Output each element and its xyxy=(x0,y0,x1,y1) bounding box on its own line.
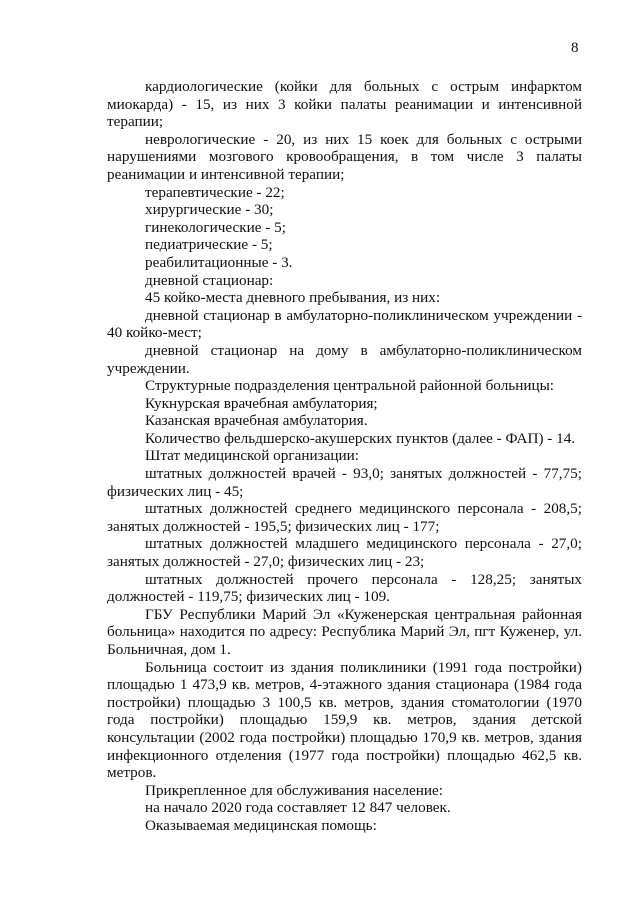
paragraph-hospital-address: ГБУ Республики Марий Эл «Куженерская центральная районная больница» находится по адресу: Республика Марий Эл, пгт Куженер, ул. Больничная, дом 1. xyxy=(107,605,582,658)
paragraph-structural-units-heading: Структурные подразделения центральной районной больницы: xyxy=(145,377,555,395)
paragraph-staff-junior: штатных должностей младшего медицинского персонала - 27,0; занятых должностей - 27,0; физических лиц - 23; xyxy=(107,535,582,571)
paragraph-day-hospital-heading: дневной стационар: xyxy=(145,271,274,289)
paragraph-cardiology-beds: кардиологические (койки для больных с острым инфарктом миокарда) - 15, из них 3 койки палаты реанимации и интенсивной терапии; xyxy=(107,78,582,131)
paragraph-kuknur-ambulatory: Кукнурская врачебная амбулатория; xyxy=(145,394,378,412)
paragraph-day-hospital-home: дневной стационар на дому в амбулаторно-поликлиническом учреждении. xyxy=(107,341,582,377)
paragraph-staff-doctors: штатных должностей врачей - 93,0; занятых должностей - 77,75; физических лиц - 45; xyxy=(107,465,582,500)
document-body xyxy=(107,78,582,835)
paragraph-surgery-beds: хирургические - 30; xyxy=(145,201,274,219)
paragraph-fap-count: Количество фельдшерско-акушерских пунктов (далее - ФАП) - 14. xyxy=(145,429,576,447)
paragraph-pediatric-beds: педиатрические - 5; xyxy=(145,236,273,254)
paragraph-medical-care-heading: Оказываемая медицинская помощь: xyxy=(145,816,377,834)
paragraph-staff-nurses: штатных должностей среднего медицинского персонала - 208,5; занятых должностей - 195,5; физических лиц - 177; xyxy=(107,500,582,535)
paragraph-kazan-ambulatory: Казанская врачебная амбулатория. xyxy=(145,412,368,430)
paragraph-population-heading: Прикрепленное для обслуживания население: xyxy=(145,781,443,799)
paragraph-day-hospital-outpatient: дневной стационар в амбулаторно-поликлиническом учреждении - 40 койко-мест; xyxy=(107,306,582,342)
paragraph-neurology-beds: неврологические - 20, из них 15 коек для больных с острыми нарушениями мозгового кровообращения, в том числе 3 палаты реанимации и интенсивной терапии; xyxy=(107,130,582,183)
paragraph-day-hospital-places: 45 койко-места дневного пребывания, из них: xyxy=(145,289,441,307)
paragraph-staff-heading: Штат медицинской организации: xyxy=(145,447,359,465)
paragraph-hospital-buildings: Больница состоит из здания поликлиники (1991 года постройки) площадью 1 473,9 кв. метров, 4-этажного здания стационара (1984 года постройки) площадью 3 100,5 кв. метров, здания стоматологии (1970 года постройки) площадью 159,9 кв. метров, здания детской консультации (2002 года постройки) площадью 170,9 кв. метров, здания инфекционного отделения (1977 года постройки) площадью 462,5 кв. метров. xyxy=(107,658,582,782)
paragraph-therapy-beds: терапевтические - 22; xyxy=(145,183,285,201)
paragraph-gynecology-beds: гинекологические - 5; xyxy=(145,218,286,236)
page-number: 8 xyxy=(571,40,579,56)
paragraph-staff-other: штатных должностей прочего персонала - 128,25; занятых должностей - 119,75; физических лиц - 109. xyxy=(107,570,582,606)
paragraph-population-count: на начало 2020 года составляет 12 847 человек. xyxy=(145,799,451,817)
paragraph-rehabilitation-beds: реабилитационные - 3. xyxy=(145,253,293,271)
